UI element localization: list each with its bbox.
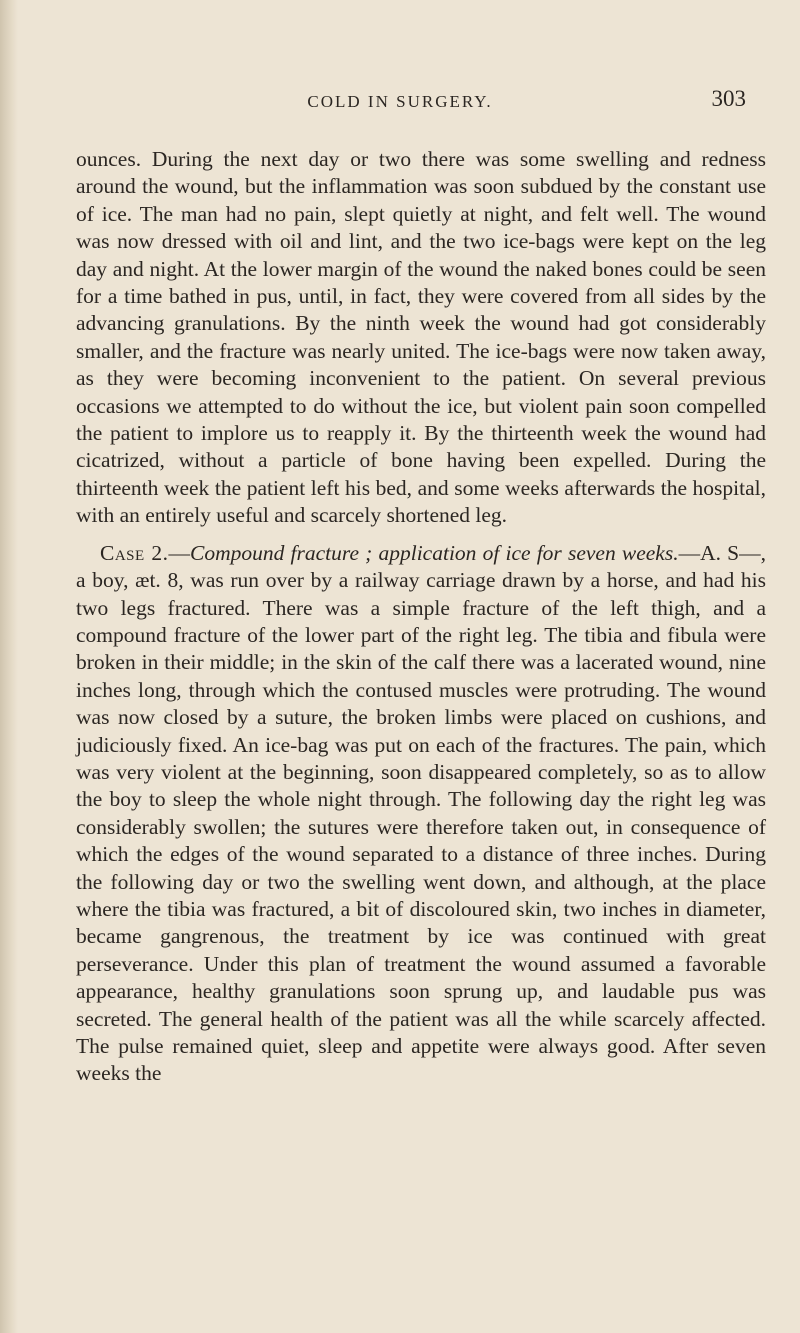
page-body (76, 146, 766, 1088)
case-dash: — (168, 540, 190, 565)
case-2-paragraph (76, 540, 766, 1088)
page-number: 303 (711, 86, 746, 111)
case-label: Case 2. (100, 540, 169, 565)
paragraph-continued: ounces. During the next day or two there was some swelling and redness around the wound, but the inflammation was soon subdued by the constant use of ice. The man had no pain, slept quietly at night, and felt well. The wound was now dressed with oil and lint, and the two ice-bags were kept on the leg day and night. At the lower margin of the wound the naked bones could be seen for a time bathed in pus, until, in fact, they were covered from all sides by the advancing granulations. By the ninth week the wound had got considerably smaller, and the fracture was nearly united. The ice-bags were now taken away, as they were becoming inconvenient to the patient. On several previous occasions we attempted to do without the ice, but violent pain soon compelled the patient to implore us to reapply it. By the thirteenth week the wound had cicatrized, without a particle of bone having been expelled. During the thirteenth week the patient left his bed, and some weeks afterwards the hospital, with an entirely useful and scarcely shortened leg. (76, 147, 766, 528)
case-text: —A. S—, a boy, æt. 8, was run over by a railway carriage drawn by a horse, and had his two legs fractured. There was a simple fracture of the left thigh, and a compound fracture of the lower part of the right leg. The tibia and fibula were broken in their middle; in the skin of the calf there was a lacerated wound, nine inches long, through which the contused muscles were protruding. The wound was now closed by a suture, the broken limbs were placed on cushions, and judiciously fixed. An ice-bag was put on each of the fractures. The pain, which was very violent at the beginning, soon disappeared completely, so as to allow the boy to sleep the whole night through. The following day the right leg was considerably swollen; the sutures were therefore taken out, in consequence of which the edges of the wound separated to a distance of three inches. During the following day or two the swelling went down, and although, at the place where the tibia was fractured, a bit of discoloured skin, two inches in diameter, became gangrenous, the treatment by ice was continued with great perseverance. Under this plan of treatment the wound assumed a favorable appearance, healthy granulations soon sprung up, and laudable pus was secreted. The general health of the patient was all the while scarcely affected. The pulse remained quiet, sleep and appetite were always good. After seven weeks the (76, 540, 766, 1086)
page-header (0, 86, 800, 116)
case-title: Compound fracture ; application of ice for seven weeks. (189, 540, 679, 565)
running-head: COLD IN SURGERY. (307, 92, 493, 111)
page-gutter-shadow (0, 0, 18, 1333)
